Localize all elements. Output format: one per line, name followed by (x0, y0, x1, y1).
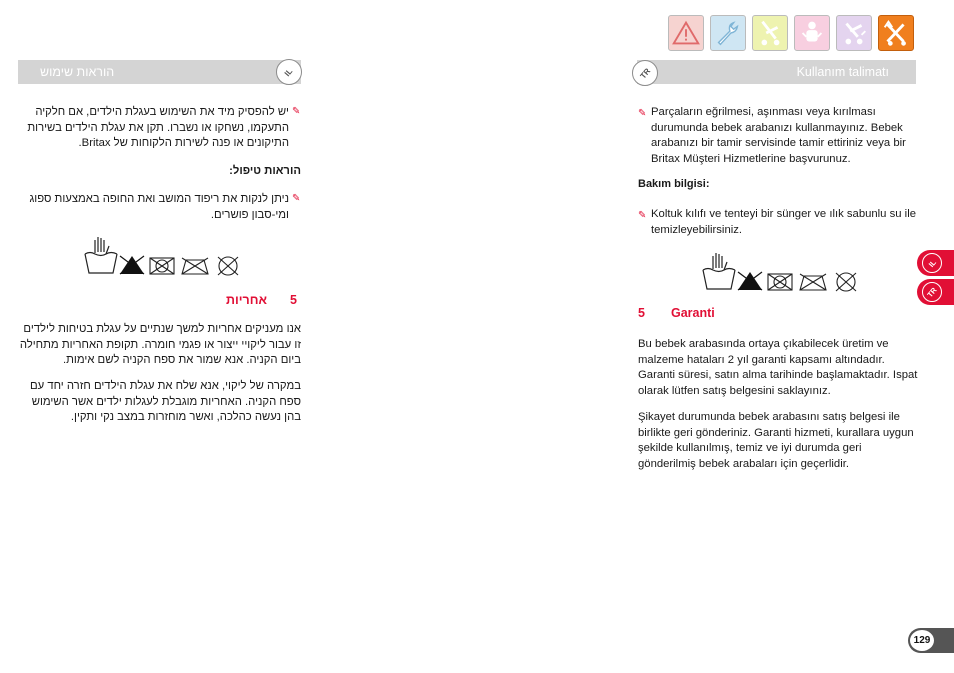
right-bullet-2-text: Koltuk kılıfı ve tenteyi bir sünger ve ılık sabunlu su ile temizleyebilirsiniz. (651, 208, 916, 236)
left-warranty-title: אחריות (226, 293, 267, 307)
left-header-bar (18, 60, 301, 84)
left-warranty-number: 5 (290, 293, 297, 307)
no-tumble-dry-icon (768, 274, 792, 290)
page-number: 129 (910, 630, 934, 651)
right-warranty-number: 5 (638, 306, 645, 320)
right-bullet-1-text: Parçaların eğrilmesi, aşınması veya kırılması durumunda bebek arabanızı kullanmayınız. Bebek arabanızı bir tamir servisinde tamir ettiriniz veya bir Britax Müşteri Hizmetlerine başvurunuz. (651, 106, 906, 165)
right-warranty-title: Garanti (671, 306, 715, 320)
right-care-symbols (702, 250, 866, 292)
no-iron-icon (800, 274, 826, 290)
wrench-icon (710, 15, 746, 51)
left-bullet-2-icon: ✎ (292, 193, 301, 204)
right-bullet-2-icon: ✎ (638, 210, 647, 221)
right-care-heading: Bakım bilgisi: (638, 178, 710, 190)
right-warranty-para-1: Bu bebek arabasında ortaya çıkabilecek üretim ve malzeme hataları 2 yıl garanti kapsamı altındadır. Garanti süresi, satın alma tarihinde başlamaktadır. Ispat olarak lütfen satış belgesini saklayınız. (638, 338, 918, 397)
left-bullet-1-text: יש להפסיק מיד את השימוש בעגלת הילדים, אם חלקיה התעקמו, נשחקו או נשברו. תקן את עגלת הילדים בשירות התיקונים או פנה לשירות הלקוחות של Britax. (27, 106, 289, 149)
stroller-adjust-icon (836, 15, 872, 51)
left-warranty-para-1: אנו מעניקים אחריות למשך שנתיים על עגלת בטיחות לילדים זו עבור ליקויי ייצור או פגמי חומרה. תקופת האחריות מתחילה ביום הקניה. אנא שמור את ספח הקניה לשם אימות. (19, 323, 301, 366)
child-seat-icon (794, 15, 830, 51)
hand-wash-icon (85, 237, 117, 273)
no-tumble-dry-icon (150, 258, 174, 274)
no-dry-clean-icon (218, 257, 238, 275)
hand-wash-icon (703, 253, 735, 289)
warning-icon (668, 15, 704, 51)
lang-tab-tr[interactable] (917, 279, 954, 305)
left-bullet-1-icon: ✎ (292, 106, 301, 117)
right-warranty-para-2: Şikayet durumunda bebek arabasını satış belgesi ile birlikte geri gönderiniz. Garanti hizmeti, kurallara uygun şekilde kullanılmış, temiz ve iyi durumda geri gönderilmiş bebek arabaları için geçerlidir. (638, 411, 914, 470)
lang-tab-il-label: IL (922, 253, 942, 273)
left-care-symbols (84, 234, 248, 276)
no-iron-icon (182, 258, 208, 274)
lang-tab-tr-label: TR (922, 282, 942, 302)
no-dry-clean-icon (836, 273, 856, 291)
lang-tab-il[interactable] (917, 250, 954, 276)
il-badge: IL (276, 59, 302, 85)
left-warranty-para-2: במקרה של ליקוי, אנא שלח את עגלת הילדים חזרה יחד עם ספח הקניה. האחריות מוגבלת לעגלות ילדים אשר השימוש בהן נעשה כהלכה, ואשר מוחזרות במצב נקי ותקין. (29, 380, 301, 423)
page-number-tab (908, 628, 954, 653)
left-header-title: הוראות שימוש (40, 65, 115, 79)
tr-badge: TR (632, 60, 658, 86)
right-bullet-1-icon: ✎ (638, 108, 647, 119)
right-header-title: Kullanım talimatı (796, 65, 889, 79)
folding-stroller-icon (878, 15, 914, 51)
stroller-icon (752, 15, 788, 51)
pictogram-strip (668, 15, 914, 51)
left-care-heading: הוראות טיפול: (229, 165, 301, 177)
right-header-bar (637, 60, 916, 84)
no-bleach-icon (120, 256, 144, 274)
no-bleach-icon (738, 272, 762, 290)
left-bullet-2-text: ניתן לנקות את ריפוד המושב ואת החופה באמצעות ספוג ומי-סבון פושרים. (29, 193, 289, 221)
